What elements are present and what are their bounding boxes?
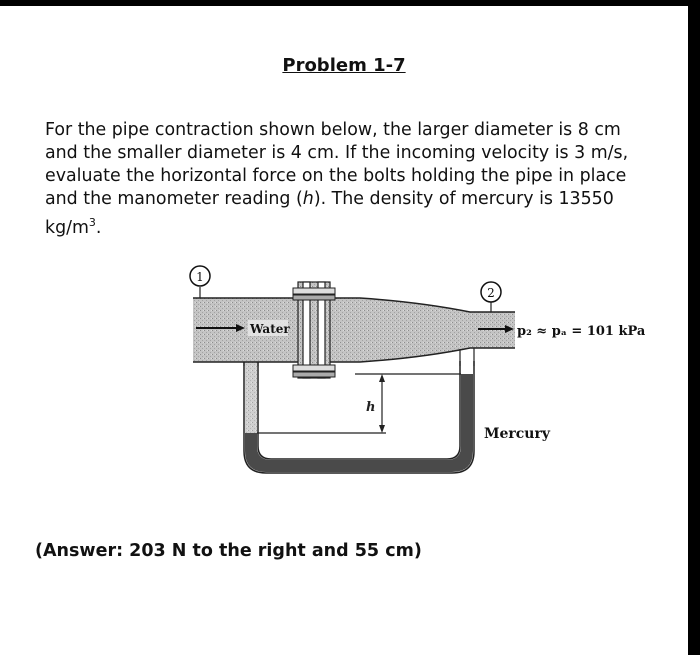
document-page: [0, 6, 688, 655]
station-1-label: 1: [196, 270, 204, 284]
superscript-3: 3: [88, 216, 96, 229]
h-dimension: [366, 374, 385, 433]
station-2-label: 2: [487, 286, 495, 300]
bolt-top: [293, 288, 335, 300]
problem-title: Problem 1-7: [282, 55, 406, 76]
station-1-marker: [190, 266, 210, 298]
answer-text: (Answer: 203 N to the right and 55 cm): [35, 541, 422, 561]
water-label: Water: [250, 322, 290, 336]
h-label: h: [366, 400, 376, 415]
problem-text-end: .: [95, 217, 102, 238]
bolt-bottom: [293, 365, 335, 377]
manometer-tube: [244, 361, 474, 473]
pressure-label: p₂ ≈ pₐ = 101 kPa: [517, 324, 646, 339]
h-symbol: h: [302, 189, 314, 209]
problem-text-2: ). The density of mercury is 13550 kg/m: [45, 189, 614, 238]
mercury-label: Mercury: [484, 426, 550, 442]
station-2-marker: [481, 282, 501, 312]
pipe: [193, 282, 515, 378]
problem-text-1: For the pipe contraction shown below, the larger diameter is 8 cm and the smaller diameter is 4 cm. If the incoming velocity is 3 m/s, evaluate the horizontal force on the bolts holding the pipe in place and the manometer reading (: [45, 120, 629, 209]
mercury-column: [245, 374, 473, 472]
